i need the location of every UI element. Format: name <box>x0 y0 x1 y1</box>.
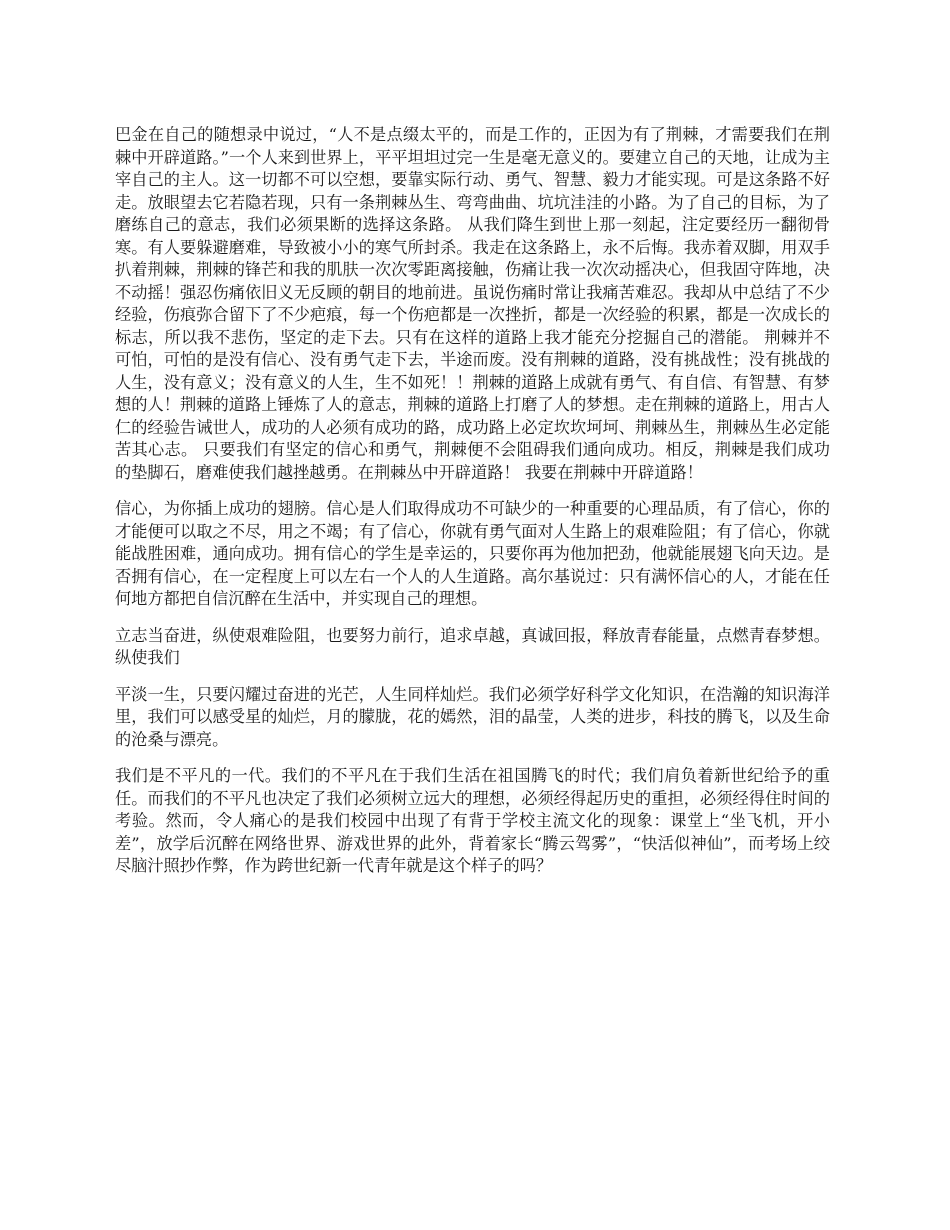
paragraph-3: 立志当奋进，纵使艰难险阻，也要努力前行，追求卓越，真诚回报，释放青春能量，点燃青春梦想。纵使我们 <box>115 625 830 667</box>
paragraph-5: 我们是不平凡的一代。我们的不平凡在于我们生活在祖国腾飞的时代；我们肩负着新世纪给予的重任。而我们的不平凡也决定了我们必须树立远大的理想，必须经得起历史的重担，必须经得住时间的考验。然而，令人痛心的是我们校园中出现了有背于学校主流文化的现象：课堂上“坐飞机，开小差”，放学后沉醉在网络世界、游戏世界的此外，背着家长“腾云驾雾”，“快活似神仙”，而考场上绞尽脑汁照抄作弊，作为跨世纪新一代青年就是这个样子的吗？ <box>115 766 830 875</box>
paragraph-1: 巴金在自己的随想录中说过，“人不是点缀太平的，而是工作的，正因为有了荆棘，才需要我们在荆棘中开辟道路。”一个人来到世界上，平平坦坦过完一生是毫无意义的。要建立自己的天地，让成为主宰自己的主人。这一切都不可以空想，要靠实际行动、勇气、智慧、毅力才能实现。可是这条路不好走。放眼望去它若隐若现，只有一条荆棘丛生、弯弯曲曲、坑坑洼洼的小路。为了自己的目标，为了磨练自己的意志，我们必须果断的选择这条路。 从我们降生到世上那一刻起，注定要经历一翻彻骨寒。有人要躲避磨难，导致被小小的寒气所封杀。我走在这条路上，永不后悔。我赤着双脚，用双手扒着荆棘，荆棘的锋芒和我的肌肤一次次零距离接触，伤痛让我一次次动摇决心，但我固守阵地，决不动摇！强忍伤痛依旧义无反顾的朝目的地前进。虽说伤痛时常让我痛苦难忍。我却从中总结了不少经验，伤痕弥合留下了不少疤痕，每一个伤疤都是一次挫折，都是一次经验的积累，都是一次成长的标志，所以我不悲伤，坚定的走下去。只有在这样的道路上我才能充分挖掘自己的潜能。 荆棘并不可怕，可怕的是没有信心、没有勇气走下去，半途而废。没有荆棘的道路，没有挑战性；没有挑战的人生，没有意义；没有意义的人生，生不如死！！荆棘的道路上成就有勇气、有自信、有智慧、有梦想的人！荆棘的道路上锤炼了人的意志，荆棘的道路上打磨了人的梦想。走在荆棘的道路上，用古人仁的经验告诫世人，成功的人必须有成功的路，成功路上必定坎坎坷坷、荆棘丛生，荆棘丛生必定能苦其心志。 只要我们有坚定的信心和勇气，荆棘便不会阻碍我们通向成功。相反，荆棘是我们成功的垫脚石，磨难使我们越挫越勇。在荆棘丛中开辟道路！ 我要在荆棘中开辟道路！ <box>115 125 830 482</box>
paragraph-2: 信心，为你插上成功的翅膀。信心是人们取得成功不可缺少的一种重要的心理品质，有了信心，你的才能便可以取之不尽，用之不竭；有了信心，你就有勇气面对人生路上的艰难险阻；有了信心，你就能战胜困难，通向成功。拥有信心的学生是幸运的，只要你再为他加把劲，他就能展翅飞向天边。是否拥有信心，在一定程度上可以左右一个人的人生道路。高尔基说过：只有满怀信心的人，才能在任何地方都把自信沉醉在生活中，并实现自己的理想。 <box>115 499 830 608</box>
paragraph-4: 平淡一生，只要闪耀过奋进的光芒，人生同样灿烂。我们必须学好科学文化知识，在浩瀚的知识海洋里，我们可以感受星的灿烂，月的朦胧，花的嫣然，泪的晶莹，人类的进步，科技的腾飞，以及生命的沧桑与漂亮。 <box>115 684 830 749</box>
